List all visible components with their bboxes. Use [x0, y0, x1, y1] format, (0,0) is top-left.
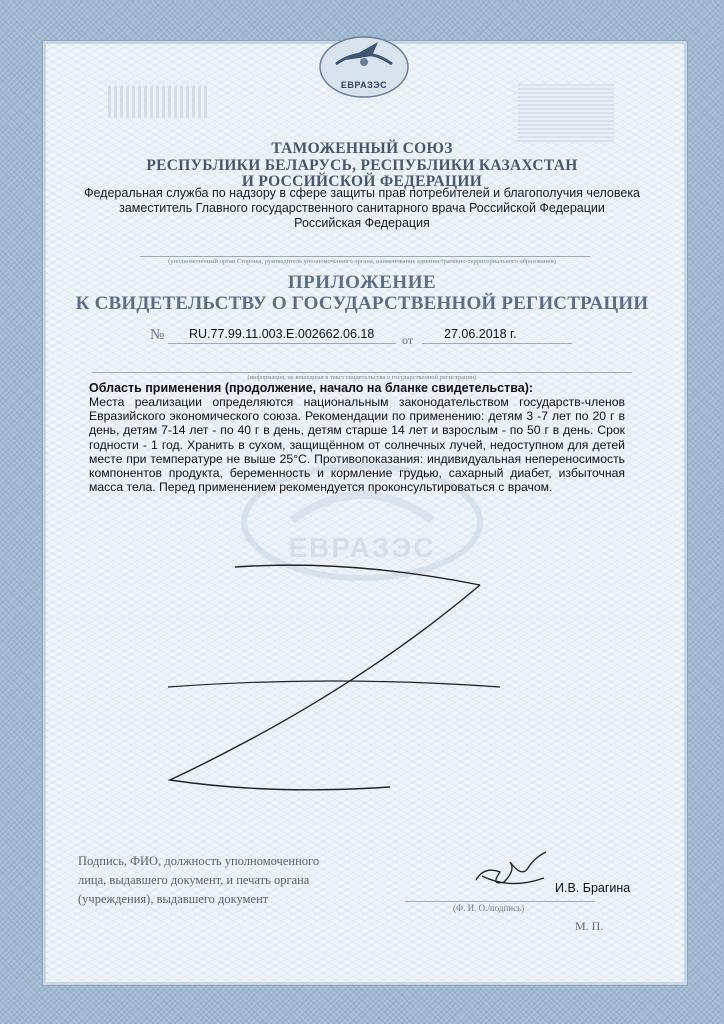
emblem-label: ЕВРАЗЭС [340, 80, 388, 90]
decorative-pattern-left [108, 86, 208, 118]
signature-caption-line-2: лица, выдавшего документ, и печать органа [78, 873, 310, 887]
content-heading: Область применения (продолжение, начало на бланке свидетельства): [89, 381, 534, 395]
signer-caption: (Ф. И. О./подпись) [453, 903, 525, 913]
signature-caption-line-3: (учреждения), выдавшего документ [78, 892, 269, 906]
authority-line-2: заместитель Главного государственного санитарного врача Российской Федерации [119, 201, 605, 215]
registration-date: 27.06.2018 г. [444, 327, 517, 341]
date-label: от [402, 333, 414, 347]
info-caption: (информация, не вошедшая в текст свидетельства о государственной регистрации) [247, 374, 477, 381]
watermark-label: ЕВРАЗЭС [288, 532, 436, 563]
header-line-3: И РОССИЙСКОЙ ФЕДЕРАЦИИ [241, 173, 483, 190]
authority-line-3: Российская Федерация [294, 216, 430, 230]
cancellation-z-mark [150, 555, 510, 805]
authority-underline [140, 256, 590, 257]
handwritten-signature [470, 848, 552, 898]
authority-caption: (уполномоченный орган Стороны, руководитель уполномоченного органа, наименование административно-территориального образования) [168, 258, 556, 265]
authority-line-1: Федеральная служба по надзору в сфере защиты прав потребителей и благополучия человека [83, 186, 641, 200]
number-label: № [150, 327, 165, 343]
header-line-2: РЕСПУБЛИКИ БЕЛАРУСЬ, РЕСПУБЛИКИ КАЗАХСТАН [146, 157, 578, 174]
decorative-pattern-right [518, 84, 614, 142]
date-underline [422, 343, 572, 344]
content-text: Места реализации определяются национальным законодательством государств-членов Евразийского экономического союза. Рекомендации по применению: детям 3 -7 лет по 20 г в день, детям 7-14 лет - по 40 г в день, детям старше 14 лет и взрослым - по 50 г в день. Срок годности - 1 год. Хранить в сухом, защищённом от солнечных лучей, недоступном для детей месте при температуре не выше 25°С. Противопоказания: индивидуальная непереносимость компонентов продукта, беременность и кормление грудью, сахарный диабет, избыточная масса тела. Перед применением рекомендуется проконсультироваться с врачом. [89, 395, 625, 495]
stamp-place-label: М. П. [575, 919, 604, 933]
number-underline [168, 343, 396, 344]
document-title-line-2: К СВИДЕТЕЛЬСТВУ О ГОСУДАРСТВЕННОЙ РЕГИСТРАЦИИ [75, 293, 649, 314]
signer-underline [405, 901, 595, 902]
signature-caption-line-1: Подпись, ФИО, должность уполномоченного [78, 854, 320, 868]
header-line-1: ТАМОЖЕННЫЙ СОЮЗ [271, 140, 453, 157]
document-title-line-1: ПРИЛОЖЕНИЕ [287, 272, 437, 293]
evrazes-emblem-icon [316, 34, 412, 100]
registration-number: RU.77.99.11.003.E.002662.06.18 [189, 327, 375, 341]
info-underline [92, 372, 632, 373]
signer-name: И.В. Брагина [555, 881, 631, 895]
